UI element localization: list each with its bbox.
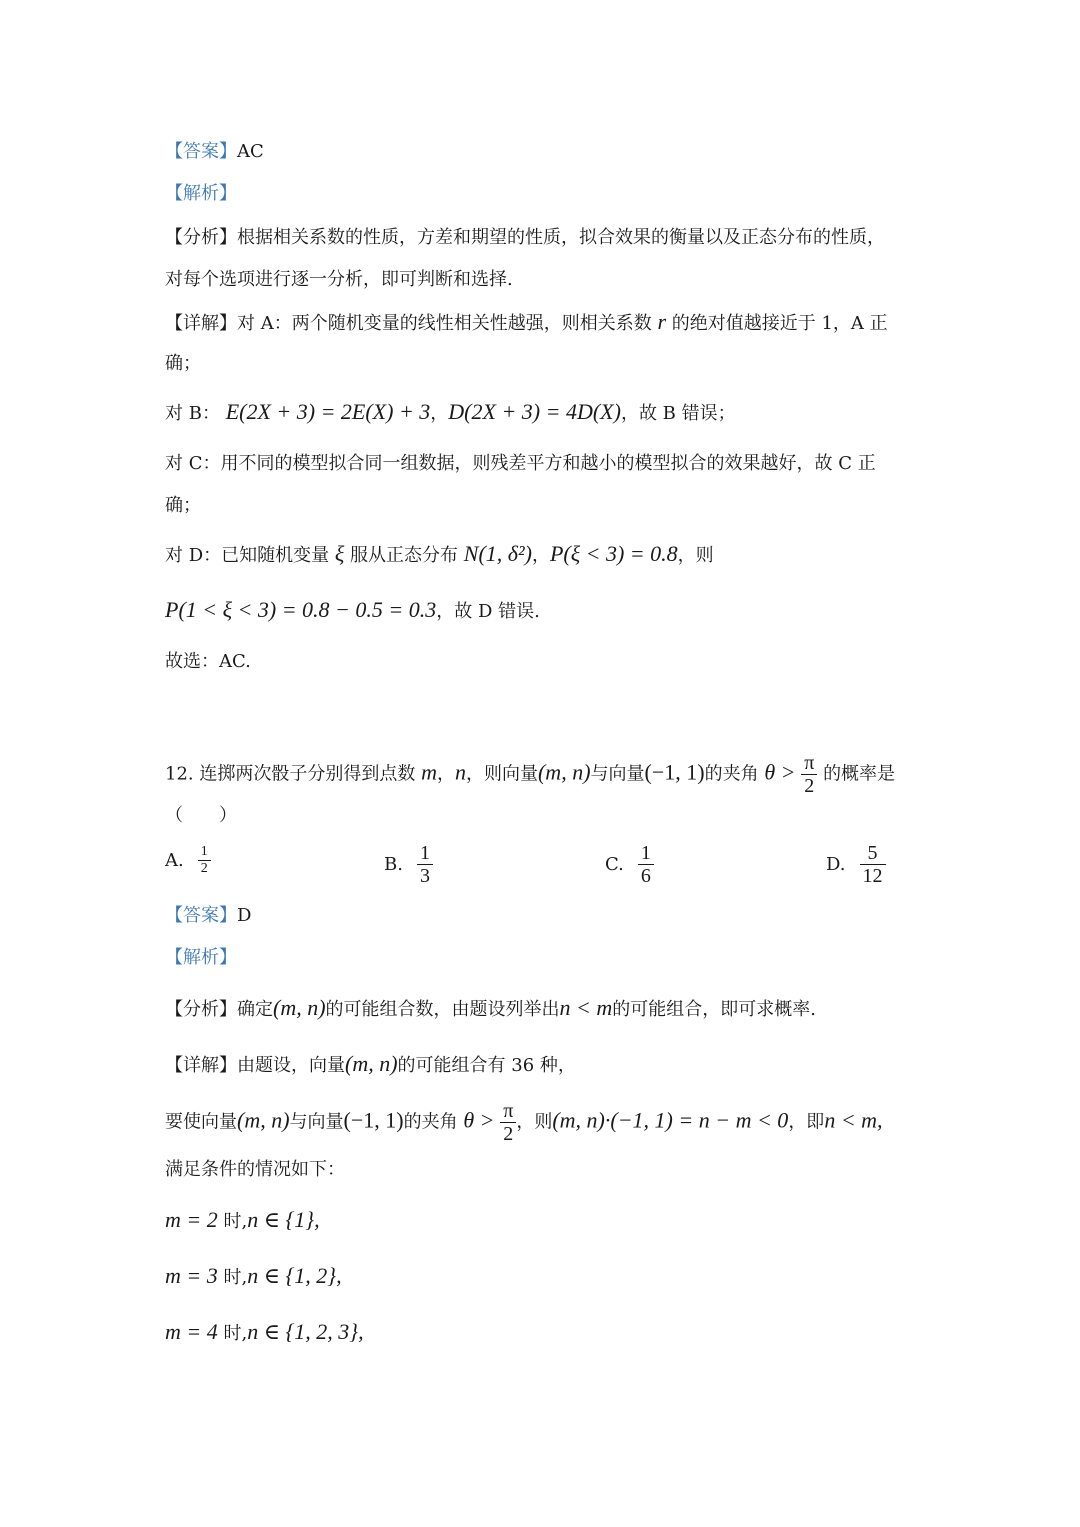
option-d[interactable] [826, 842, 886, 887]
q12-stem-c: 与向量 [590, 763, 645, 785]
fenxi-tag: 【分析】 [165, 227, 237, 248]
xiangjie-a: 由题设，向量 [237, 1055, 345, 1076]
option-d-num: 5 [860, 842, 886, 865]
q12-stem-a: 12. 连掷两次骰子分别得到点数 [165, 763, 416, 785]
theta-gt: θ > [463, 1107, 495, 1133]
n-lt-m: n < m, [824, 1107, 883, 1133]
var-xi: ξ [334, 541, 345, 566]
option-b-den: 3 [419, 865, 430, 887]
expectation-formula: E(2X + 3) = 2E(X) + 3 [225, 399, 431, 424]
req-b: 与向量 [289, 1111, 344, 1133]
xiangjie-tag: 【详解】 [165, 313, 237, 334]
q12-requirement-line [165, 1100, 883, 1145]
option-d-fraction [860, 842, 886, 887]
option-c[interactable] [605, 842, 654, 887]
option-b-prefix: 对 B： [165, 403, 220, 424]
answer-value: AC [237, 141, 264, 162]
req-d: ，则 [516, 1111, 553, 1133]
var-r: r [657, 309, 667, 334]
fenxi-a: 确定 [237, 999, 273, 1020]
vector-mn: (m, n) [537, 759, 591, 785]
option-a-den: 2 [200, 861, 208, 876]
prob-formula-1: P(ξ < 3) = 0.8 [549, 541, 678, 566]
pair-mn: (m, n) [237, 1107, 290, 1133]
variance-formula: D(2X + 3) = 4D(X) [448, 399, 621, 424]
q11-option-c-line1: 对 C：用不同的模型拟合同一组数据，则残差平方和越小的模型拟合的效果越好，故 C 正 [165, 453, 876, 474]
q12-answer-line [165, 904, 251, 928]
req-a: 要使向量 [165, 1111, 237, 1133]
q11-option-a-line2: 确； [165, 353, 201, 374]
option-b-label: B. [384, 853, 403, 875]
q11-option-c-line2: 确； [165, 495, 201, 516]
var-m: m [421, 759, 437, 785]
answer-value: D [237, 905, 252, 926]
q11-option-a-line1 [165, 310, 888, 336]
case-rhs: n ∈ {1}, [247, 1207, 320, 1232]
option-c-label: C. [605, 853, 624, 875]
case-lhs: m = 4 [165, 1319, 218, 1344]
req-c: 的夹角 [403, 1111, 458, 1133]
case-row [165, 1264, 342, 1290]
option-c-num: 1 [638, 842, 654, 865]
pi-denominator: 2 [503, 1123, 514, 1145]
vector-neg1-1: (−1, 1) [343, 1107, 404, 1133]
xiangjie-b: 的可能组合有 36 种， [397, 1055, 576, 1076]
pi-denominator: 2 [804, 775, 815, 797]
q12-analysis-tag [165, 946, 237, 970]
answer-tag: 【答案】 [165, 141, 237, 162]
n-lt-m: n < m [559, 995, 613, 1020]
option-a-text: 对 A：两个随机变量的线性相关性越强，则相关系数 [237, 313, 652, 334]
case-rhs: n ∈ {1, 2}, [247, 1263, 342, 1288]
q12-stem-e: 的概率是 [823, 763, 896, 785]
pi-numerator: π [801, 752, 817, 775]
case-lhs: m = 3 [165, 1263, 218, 1288]
option-b-num: 1 [417, 842, 433, 865]
option-a-num: 1 [198, 844, 211, 861]
dot-product: (m, n)·(−1, 1) = n − m < 0 [552, 1107, 789, 1133]
req-e: ，即 [788, 1111, 825, 1133]
pi-over-2 [801, 752, 817, 797]
case-lhs: m = 2 [165, 1207, 218, 1232]
option-b-fraction [417, 842, 433, 887]
q12-paren: （ ） [165, 805, 237, 826]
option-b-suffix: ，故 B 错误； [620, 403, 736, 424]
pi-numerator: π [500, 1100, 516, 1123]
answer-tag: 【答案】 [165, 905, 237, 926]
q12-stem-d: 的夹角 [704, 763, 759, 785]
case-mid: 时, [223, 1211, 248, 1232]
vector-neg1-1: (−1, 1) [644, 759, 705, 785]
fenxi-text-1: 根据相关系数的性质，方差和期望的性质，拟合效果的衡量以及正态分布的性质， [237, 227, 885, 248]
q11-answer-line [165, 140, 264, 164]
q11-choice-line: 故选：AC. [165, 651, 251, 672]
analysis-tag: 【解析】 [165, 947, 237, 968]
normal-dist-formula: N(1, δ²) [463, 541, 532, 566]
analysis-tag: 【解析】 [165, 183, 237, 204]
option-d-comma: ， [531, 545, 550, 566]
option-b-comma: ， [430, 403, 449, 424]
q11-fenxi-line1 [165, 226, 885, 250]
q12-stem-b: ，则向量 [465, 763, 538, 785]
fenxi-tag: 【分析】 [165, 999, 237, 1020]
xiangjie-tag: 【详解】 [165, 1055, 237, 1076]
fenxi-b: 的可能组合数，由题设列举出 [325, 999, 560, 1020]
option-d-label: D. [826, 853, 846, 875]
q12-fenxi-line [165, 996, 816, 1022]
q11-option-d-line2 [165, 598, 540, 624]
q12-stem-sep: ， [436, 763, 455, 785]
case-row [165, 1208, 320, 1234]
option-c-den: 6 [640, 865, 651, 887]
case-rhs: n ∈ {1, 2, 3}, [247, 1319, 364, 1344]
case-row [165, 1320, 364, 1346]
option-a-text-b: 的绝对值越接近于 1，A 正 [671, 313, 888, 334]
q11-option-b-line [165, 400, 736, 426]
option-b[interactable] [384, 842, 433, 887]
prob-formula-2: P(1 < ξ < 3) = 0.8 − 0.5 = 0.3 [165, 597, 437, 622]
pair-mn: (m, n) [273, 995, 326, 1020]
option-d-mid: 服从正态分布 [350, 545, 459, 566]
pair-mn: (m, n) [345, 1051, 398, 1076]
option-d-den: 12 [862, 865, 883, 887]
q11-fenxi-line2: 对每个选项进行逐一分析，即可判断和选择. [165, 269, 513, 290]
option-d-suffix2: ，故 D 错误. [436, 601, 540, 622]
option-d-suffix: ，则 [677, 545, 714, 566]
q12-xiangjie-line [165, 1052, 576, 1078]
option-a-label: A. [165, 849, 184, 871]
theta-gt: θ > [764, 759, 796, 785]
var-n: n [454, 759, 466, 785]
pi-over-2 [500, 1100, 516, 1145]
option-a[interactable] [165, 844, 211, 877]
q11-option-d-line1 [165, 542, 714, 568]
option-d-prefix: 对 D：已知随机变量 [165, 545, 330, 566]
option-a-fraction [198, 844, 211, 877]
q12-stem [165, 752, 895, 797]
q11-analysis-tag [165, 182, 237, 206]
option-c-fraction [638, 842, 654, 887]
q12-condition-line: 满足条件的情况如下： [165, 1159, 345, 1180]
fenxi-c: 的可能组合，即可求概率. [612, 999, 817, 1020]
case-mid: 时, [223, 1323, 248, 1344]
case-mid: 时, [223, 1267, 248, 1288]
